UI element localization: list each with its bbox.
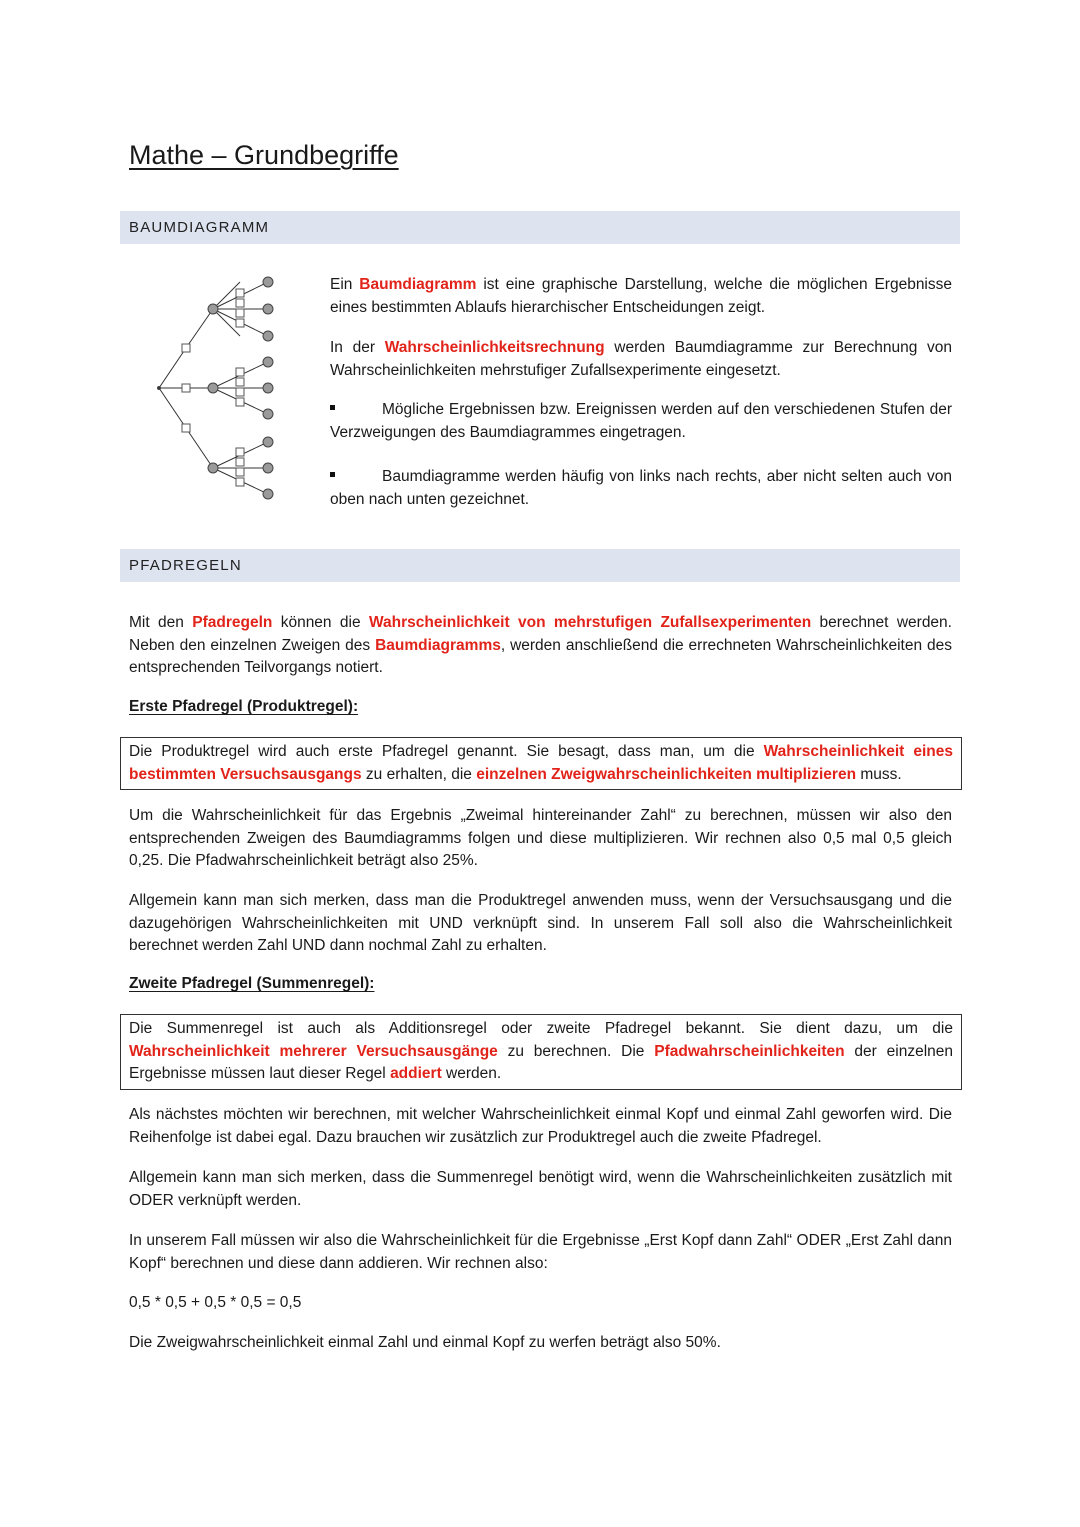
- rule2-application: In unserem Fall müssen wir also die Wahrscheinlichkeit für die Ergebnisse „Erst Kopf dann Zahl“ ODER „Erst Zahl dann Kopf“ berechnen und diese dann addieren. Wir rechnen also:: [129, 1232, 952, 1272]
- baumdiagramm-definition: Ein Baumdiagramm ist eine graphische Darstellung, welche die möglichen Ergebnisse eines bestimmten Ablaufs hierarchischer Entscheidungen zeigt.: [330, 276, 952, 316]
- rule2-example: Als nächstes möchten wir berechnen, mit welcher Wahrscheinlichkeit einmal Kopf und einmal Zahl geworfen wird. Die Reihenfolge ist dabei egal. Dazu brauchen wir zusätzlich zur Produktregel auch die zweite Pfadregel.: [129, 1106, 952, 1146]
- rule1-title: Erste Pfadregel (Produktregel):: [129, 698, 359, 715]
- section-heading-pfadregeln: PFADREGELN: [120, 549, 960, 582]
- rule1-note: Allgemein kann man sich merken, dass man die Produktregel anwenden muss, wenn der Versuchsausgang und die dazugehörigen Wahrscheinlichkeiten mit UND verknüpft sind. In unserem Fall soll also die Wahrscheinlichkeit berechnet werden Zahl UND dann nochmal Zahl zu erhalten.: [129, 892, 952, 954]
- section-heading-baumdiagramm: BAUMDIAGRAMM: [120, 211, 960, 244]
- bullet-item-2: Baumdiagramme werden häufig von links nach rechts, aber nicht selten auch von oben nach unten gezeichnet.: [330, 468, 952, 508]
- page-title: Mathe – Grundbegriffe: [129, 140, 399, 170]
- rule2-definition-box: Die Summenregel ist auch als Additionsregel oder zweite Pfadregel bekannt. Sie dient dazu, um die Wahrscheinlichkeit mehrerer Versuchsausgänge zu berechnen. Die Pfadwahrscheinlichkeiten der einzelnen Ergebnisse müssen laut dieser Regel addiert werden.: [120, 1014, 962, 1090]
- rule1-example: Um die Wahrscheinlichkeit für das Ergebnis „Zweimal hintereinander Zahl“ zu berechnen, müssen wir also den entsprechenden Zweigen des Baumdiagramms folgen und diese multiplizieren. Wir rechnen also 0,5 mal 0,5 gleich 0,25. Die Pfadwahrscheinlichkeit beträgt also 25%.: [129, 807, 952, 869]
- baumdiagramm-usage: In der Wahrscheinlichkeitsrechnung werden Baumdiagramme zur Berechnung von Wahrscheinlichkeiten mehrstufiger Zufallsexperimente eingesetzt.: [330, 339, 952, 379]
- rule2-note: Allgemein kann man sich merken, dass die Summenregel benötigt wird, wenn die Wahrscheinlichkeiten zusätzlich mit ODER verknüpft werden.: [129, 1169, 952, 1209]
- bullet-icon: [330, 405, 335, 410]
- tree-diagram-illustration: [150, 272, 280, 502]
- conclusion: Die Zweigwahrscheinlichkeit einmal Zahl und einmal Kopf zu werfen beträgt also 50%.: [129, 1334, 721, 1351]
- bullet-icon: [330, 472, 335, 477]
- rule1-definition-box: Die Produktregel wird auch erste Pfadregel genannt. Sie besagt, dass man, um die Wahrscheinlichkeit eines bestimmten Versuchsausgangs zu erhalten, die einzelnen Zweigwahrscheinlichkeiten multiplizieren muss.: [120, 737, 962, 790]
- pfadregeln-intro: Mit den Pfadregeln können die Wahrscheinlichkeit von mehrstufigen Zufallsexperimenten berechnet werden. Neben den einzelnen Zweigen des Baumdiagramms, werden anschließend die errechneten Wahrscheinlichkeiten des entsprechenden Teilvorgangs notiert.: [129, 614, 952, 676]
- formula: 0,5 * 0,5 + 0,5 * 0,5 = 0,5: [129, 1294, 302, 1311]
- bullet-item-1: Mögliche Ergebnissen bzw. Ereignissen werden auf den verschiedenen Stufen der Verzweigungen des Baumdiagrammes eingetragen.: [330, 401, 952, 441]
- rule2-title: Zweite Pfadregel (Summenregel):: [129, 975, 375, 992]
